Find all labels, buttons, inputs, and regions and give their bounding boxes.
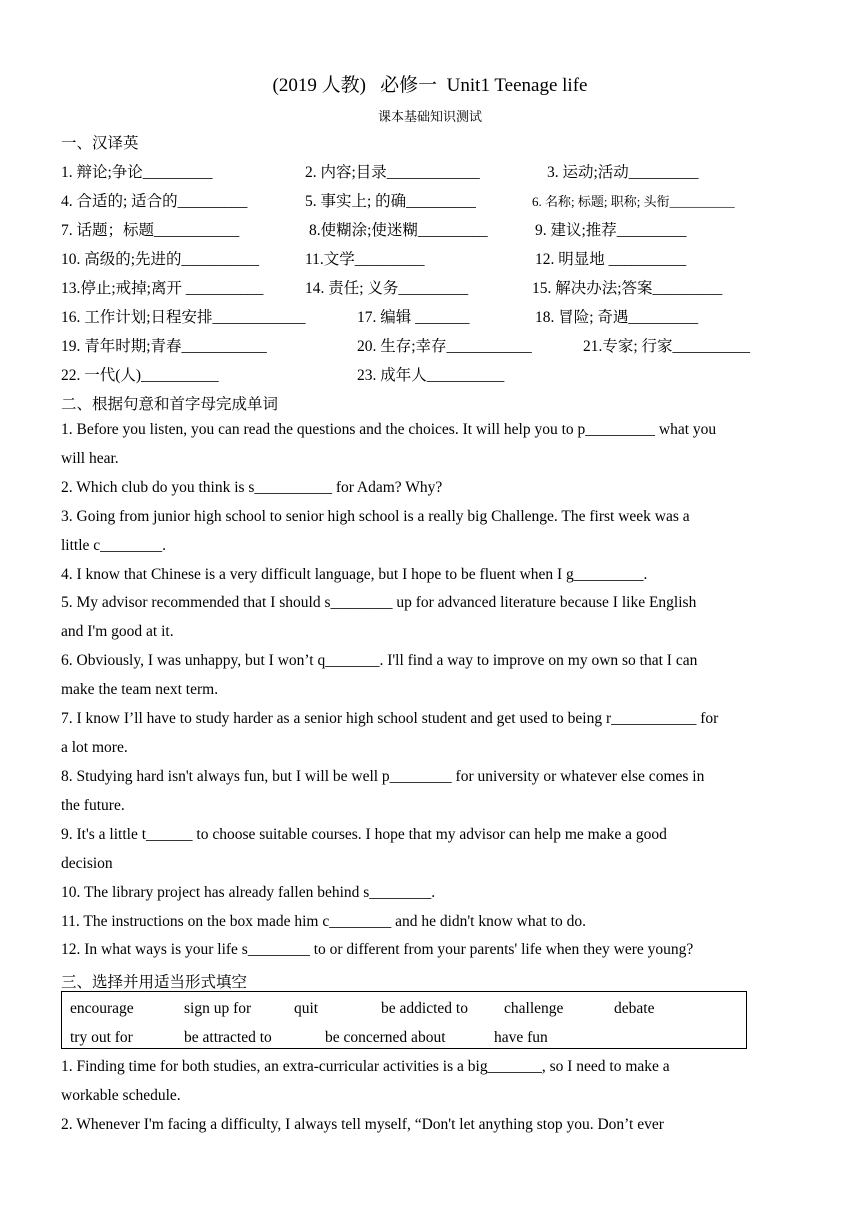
sentence-line: 1. Before you listen, you can read the questions and the choices. It will help you to p_________ what you	[61, 421, 717, 438]
vocab-item: 23. 成年人__________	[357, 367, 505, 384]
vocab-item: 21.专家; 行家__________	[583, 338, 751, 355]
word-bank-item: try out for	[70, 1029, 133, 1046]
vocab-item: 6. 名称; 标题; 职称; 头衔__________	[532, 194, 735, 209]
sentence-line: a lot more.	[61, 739, 128, 756]
sentence-line: 11. The instructions on the box made him c________ and he didn't know what to do.	[61, 913, 586, 930]
word-bank-item: be concerned about	[325, 1029, 446, 1046]
vocab-item: 3. 运动;活动_________	[547, 164, 699, 181]
sentence-line: 10. The library project has already fallen behind s________.	[61, 884, 436, 901]
word-bank-item: sign up for	[184, 1000, 252, 1017]
vocab-item: 7. 话题；标题___________	[61, 222, 240, 239]
word-bank-item: be addicted to	[381, 1000, 468, 1017]
word-bank-item: quit	[294, 1000, 319, 1017]
sentence-line: workable schedule.	[61, 1087, 181, 1104]
sentence-line: 1. Finding time for both studies, an extra-curricular activities is a big_______, so I need to make a	[61, 1058, 670, 1075]
sentence-line: 8. Studying hard isn't always fun, but I will be well p________ for university or whatever else comes in	[61, 768, 705, 785]
vocab-item: 18. 冒险; 奇遇_________	[535, 309, 699, 326]
word-bank-item: challenge	[504, 1000, 564, 1017]
vocab-item: 14. 责任; 义务_________	[305, 280, 469, 297]
section2-heading: 二、根据句意和首字母完成单词	[61, 396, 279, 413]
word-bank-item: debate	[614, 1000, 655, 1017]
vocab-item: 19. 青年时期;青春___________	[61, 338, 267, 355]
section3-heading: 三、选择并用适当形式填空	[61, 974, 248, 991]
sentence-line: 2. Which club do you think is s__________ for Adam? Why?	[61, 479, 443, 496]
vocab-item: 16. 工作计划;日程安排____________	[61, 309, 306, 326]
sentence-line: decision	[61, 855, 113, 872]
sentence-line: 9. It's a little t______ to choose suitable courses. I hope that my advisor can help me make a good	[61, 826, 667, 843]
word-bank-item: be attracted to	[184, 1029, 272, 1046]
sentence-line: 3. Going from junior high school to senior high school is a really big Challenge. The first week was a	[61, 508, 690, 525]
sentence-line: 2. Whenever I'm facing a difficulty, I always tell myself, “Don't let anything stop you. Don’t ever	[61, 1116, 664, 1133]
vocab-item: 22. 一代(人)__________	[61, 367, 219, 384]
sentence-line: 12. In what ways is your life s________ to or different from your parents' life when they were young?	[61, 941, 694, 958]
vocab-item: 15. 解决办法;答案_________	[532, 280, 723, 297]
section1-heading: 一、汉译英	[61, 135, 139, 152]
sentence-line: 6. Obviously, I was unhappy, but I won’t q_______. I'll find a way to improve on my own so that I can	[61, 652, 698, 669]
word-bank-item: have fun	[494, 1029, 548, 1046]
vocab-item: 10. 高级的;先进的__________	[61, 251, 260, 268]
word-bank-item: encourage	[70, 1000, 134, 1017]
sentence-line: make the team next term.	[61, 681, 219, 698]
vocab-item: 5. 事实上; 的确_________	[305, 193, 476, 210]
vocab-item: 9. 建议;推荐_________	[535, 222, 687, 239]
vocab-item: 17. 编辑 _______	[357, 309, 470, 326]
sentence-line: 7. I know I’ll have to study harder as a senior high school student and get used to being r___________ for	[61, 710, 719, 727]
vocab-item: 4. 合适的; 适合的_________	[61, 193, 248, 210]
vocab-item: 11.文学_________	[305, 251, 425, 268]
vocab-item: 13.停止;戒掉;离开 __________	[61, 280, 264, 297]
vocab-item: 2. 内容;目录____________	[305, 164, 480, 181]
page-subtitle: 课本基础知识测试	[377, 109, 482, 124]
vocab-item: 1. 辩论;争论_________	[61, 164, 213, 181]
sentence-line: little c________.	[61, 537, 167, 554]
vocab-item: 12. 明显地 __________	[535, 251, 687, 268]
sentence-line: 4. I know that Chinese is a very difficult language, but I hope to be fluent when I g_________.	[61, 566, 648, 583]
sentence-line: 5. My advisor recommended that I should s________ up for advanced literature because I like English	[61, 594, 697, 611]
word-bank-box	[61, 991, 747, 1049]
vocab-item: 8.使糊涂;使迷糊_________	[309, 222, 488, 239]
sentence-line: the future.	[61, 797, 125, 814]
sentence-line: will hear.	[61, 450, 119, 467]
vocab-item: 20. 生存;幸存___________	[357, 338, 532, 355]
page-title: (2019 人教) 必修一 Unit1 Teenage life	[272, 75, 588, 96]
sentence-line: and I'm good at it.	[61, 623, 174, 640]
